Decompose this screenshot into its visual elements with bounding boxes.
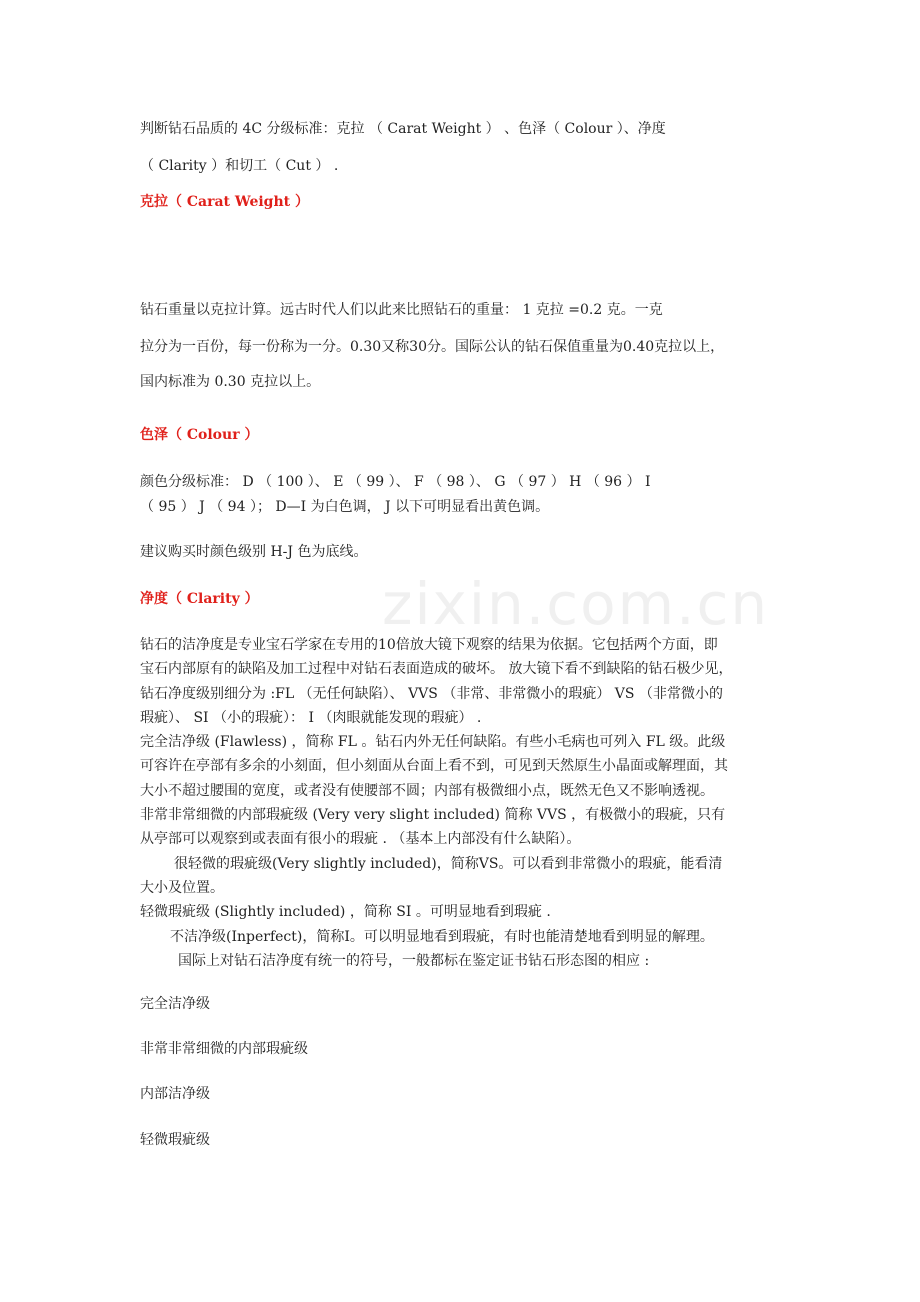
grade-item: 完全洁净级 [140,996,210,1012]
watermark: zixin.com.cn [382,570,770,638]
grade-item: 轻微瑕疵级 [140,1132,210,1148]
intro-line-1: 判断钻石品质的 4C 分级标准：克拉 （ Carat Weight ） 、色泽（ Colour ）、净度 [140,121,666,137]
clarity-line: 钻石净度级别细分为 :FL （无任何缺陷）、 VVS （非常、非常微小的瑕疵） VS （非常微小的 [140,685,723,702]
intro-line-2: （ Clarity ）和切工（ Cut ） . [140,158,339,174]
clarity-heading: 净度（ Clarity ） [140,591,259,607]
carat-heading: 克拉（ Carat Weight ） [140,194,309,210]
clarity-line: 从亭部可以观察到或表面有很小的瑕疵 . （基本上内部没有什么缺陷）。 [140,831,581,848]
carat-line-3: 国内标准为 0.30 克拉以上。 [140,374,321,390]
clarity-paragraph [140,633,790,973]
colour-heading: 色泽（ Colour ） [140,427,259,443]
carat-line-2: 拉分为一百份，每一份称为一分。0.30又称30分。国际公认的钻石保值重量为0.40克拉以上， [140,339,725,355]
clarity-line: 可容许在亭部有多余的小刻面，但小刻面从台面上看不到，可见到天然原生小晶面或解理面，其 [140,758,728,775]
colour-line-1: 颜色分级标准： D （ 100 ）、 E （ 99 ）、 F （ 98 ）、 G （ 97 ） H （ 96 ） I [140,474,651,490]
grade-item: 非常非常细微的内部瑕疵级 [140,1041,308,1057]
grade-item: 内部洁净级 [140,1086,210,1102]
clarity-line: 宝石内部原有的缺陷及加工过程中对钻石表面造成的破坏。 放大镜下看不到缺陷的钻石极少见， [140,661,733,678]
clarity-line: 非常非常细微的内部瑕疵级 (Very very slight included) 简称 VVS ，有极微小的瑕疵，只有 [140,807,726,824]
clarity-line: 大小及位置。 [140,879,224,896]
clarity-line: 很轻微的瑕疵级(Very slightly included)，简称VS。可以看到非常微小的瑕疵，能看清 [174,855,723,872]
clarity-line: 瑕疵）、 SI （小的瑕疵）： I （肉眼就能发现的瑕疵） . [140,709,482,726]
clarity-line: 不洁净级(Inperfect)，简称I。可以明显地看到瑕疵，有时也能清楚地看到明显的解理。 [170,928,714,945]
carat-line-1: 钻石重量以克拉计算。远古时代人们以此来比照钻石的重量： 1 克拉 =0.2 克。一克 [140,302,663,318]
clarity-line: 轻微瑕疵级 (Slightly included) ，简称 SI 。可明显地看到瑕疵 . [140,904,551,921]
colour-line-2: （ 95 ） J （ 94 ）； D—I 为白色调， J 以下可明显看出黄色调。 [140,499,550,515]
clarity-line: 钻石的洁净度是专业宝石学家在专用的10倍放大镜下观察的结果为依据。它包括两个方面，即 [140,637,718,653]
clarity-line: 完全洁净级 (Flawless) ，简称 FL 。钻石内外无任何缺陷。有些小毛病也可列入 FL 级。此级 [140,734,726,751]
clarity-line: 国际上对钻石洁净度有统一的符号，一般都标在鉴定证书钻石形态图的相应 : [178,952,650,969]
colour-advice: 建议购买时颜色级别 H-J 色为底线。 [140,544,368,560]
clarity-line: 大小不超过腰围的宽度，或者没有使腰部不圆；内部有极微细小点，既然无色又不影响透视。 [140,782,714,799]
